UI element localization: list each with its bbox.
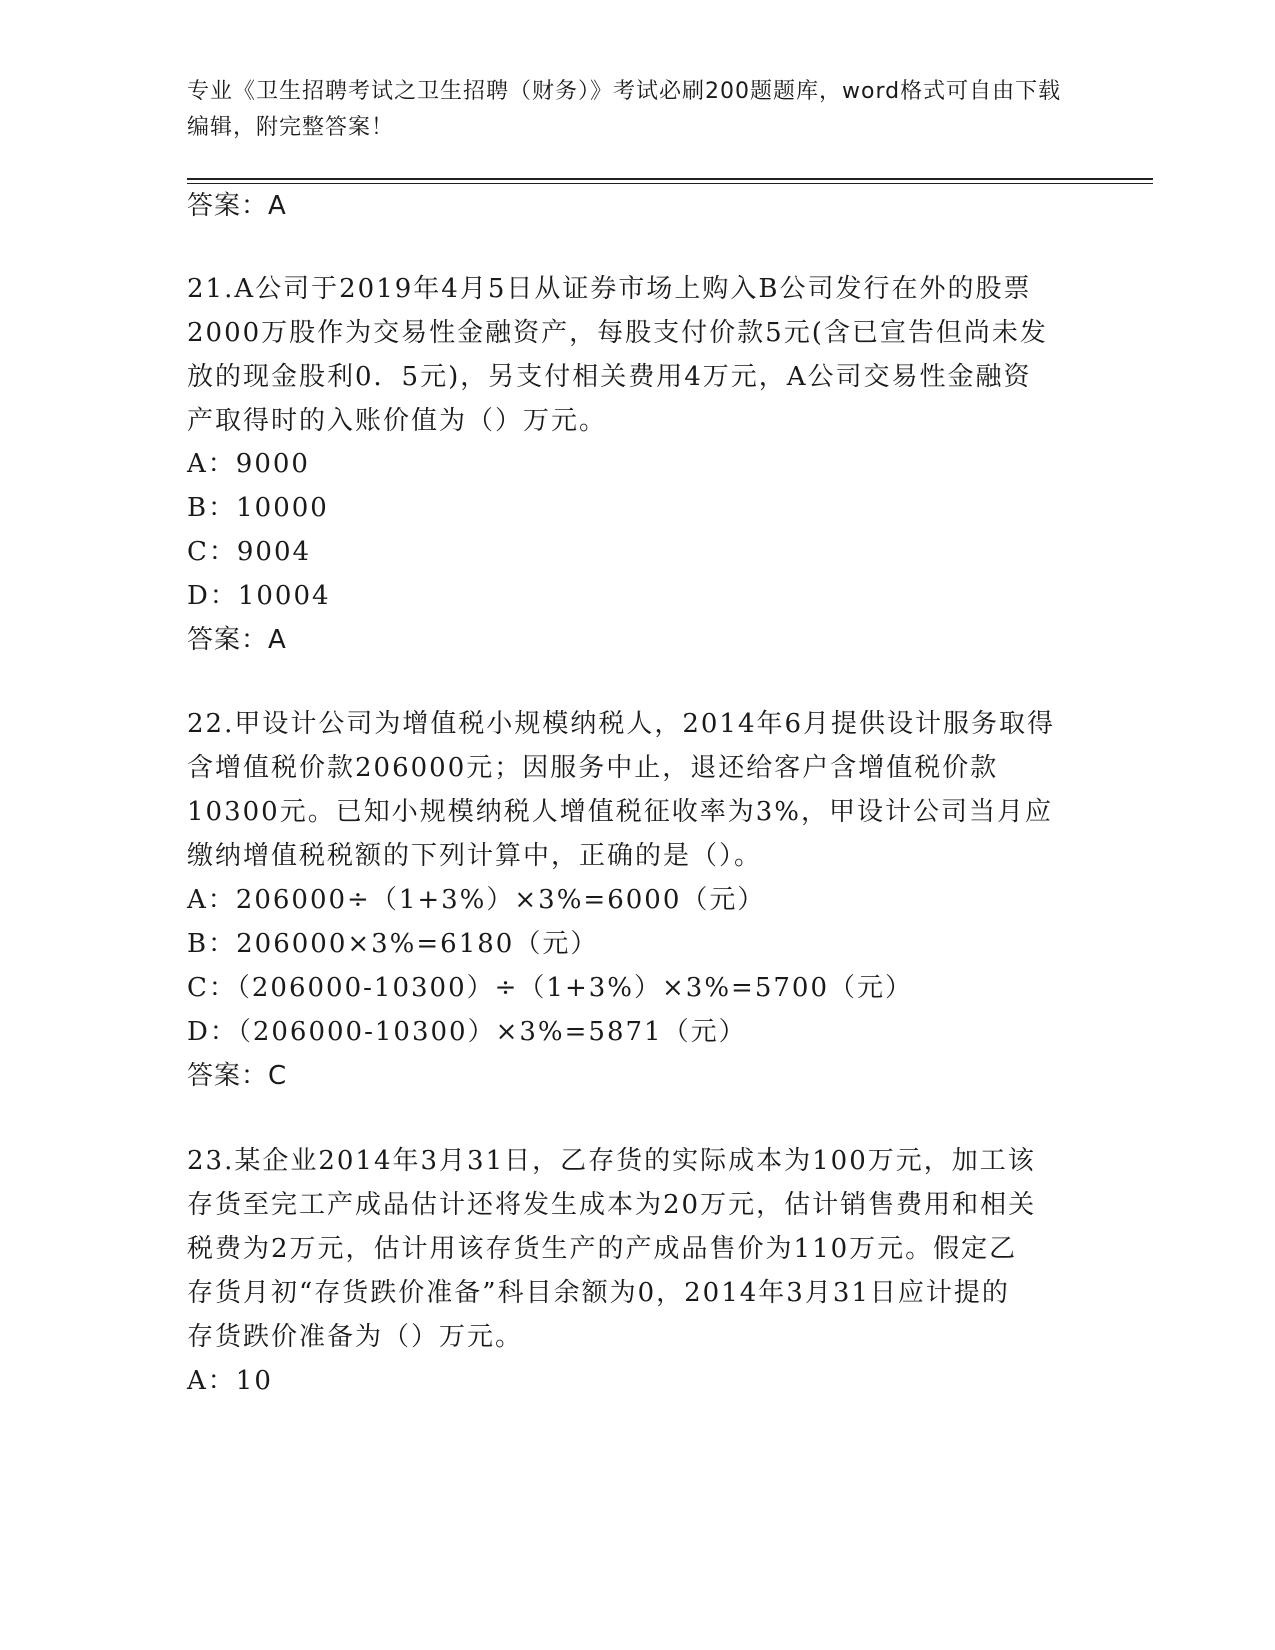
q23-text-line: 存货至完工产成品估计还将发生成本为20万元，估计销售费用和相关	[187, 1190, 1037, 1220]
q22-option-d: D：（206000-10300）×3%=5871（元）	[187, 1017, 747, 1047]
q22-answer: 答案：C	[187, 1061, 288, 1091]
q23-text-line: 存货跌价准备为（）万元。	[187, 1322, 524, 1352]
q21-option-a: A：9000	[187, 449, 310, 479]
q22-option-c: C：（206000-10300）÷（1+3%）×3%=5700（元）	[187, 973, 913, 1003]
previous-answer: 答案：A	[187, 191, 287, 221]
q21-text-line: 2000万股作为交易性金融资产，每股支付价款5元(含已宣告但尚未发	[187, 318, 1048, 348]
q23-text-line: 存货月初“存货跌价准备”科目余额为0，2014年3月31日应计提的	[187, 1278, 1010, 1308]
q23-option-a: A：10	[187, 1366, 273, 1396]
q22-option-a: A：206000÷（1+3%）×3%=6000（元）	[187, 885, 766, 915]
q21-text-line: 21.A公司于2019年4月5日从证券市场上购入B公司发行在外的股票	[187, 274, 1032, 304]
header-divider-thin	[187, 183, 1153, 184]
document-header: 专业《卫生招聘考试之卫生招聘（财务）》考试必刷200题题库，word格式可自由下载编辑，附完整答案！	[187, 79, 1062, 140]
q21-option-d: D：10004	[187, 581, 331, 611]
q22-text-line: 10300元。已知小规模纳税人增值税征收率为3%，甲设计公司当月应	[187, 797, 1053, 827]
q21-option-b: B：10000	[187, 493, 329, 523]
q22-text-line: 缴纳增值税税额的下列计算中，正确的是（）。	[187, 841, 763, 871]
header-divider-thick	[187, 178, 1153, 180]
q23-text-line: 23.某企业2014年3月31日，乙存货的实际成本为100万元，加工该	[187, 1146, 1036, 1176]
q21-option-c: C：9004	[187, 537, 312, 567]
q23-text-line: 税费为2万元，估计用该存货生产的产成品售价为110万元。假定乙	[187, 1234, 1018, 1264]
q22-text-line: 含增值税价款206000元；因服务中止，退还给客户含增值税价款	[187, 753, 999, 783]
q21-text-line: 放的现金股利0．5元)，另支付相关费用4万元，A公司交易性金融资	[187, 362, 1032, 392]
q21-answer: 答案：A	[187, 625, 287, 655]
q22-text-line: 22.甲设计公司为增值税小规模纳税人，2014年6月提供设计服务取得	[187, 709, 1056, 739]
q21-text-line: 产取得时的入账价值为（）万元。	[187, 406, 608, 436]
q22-option-b: B：206000×3%=6180（元）	[187, 929, 599, 959]
